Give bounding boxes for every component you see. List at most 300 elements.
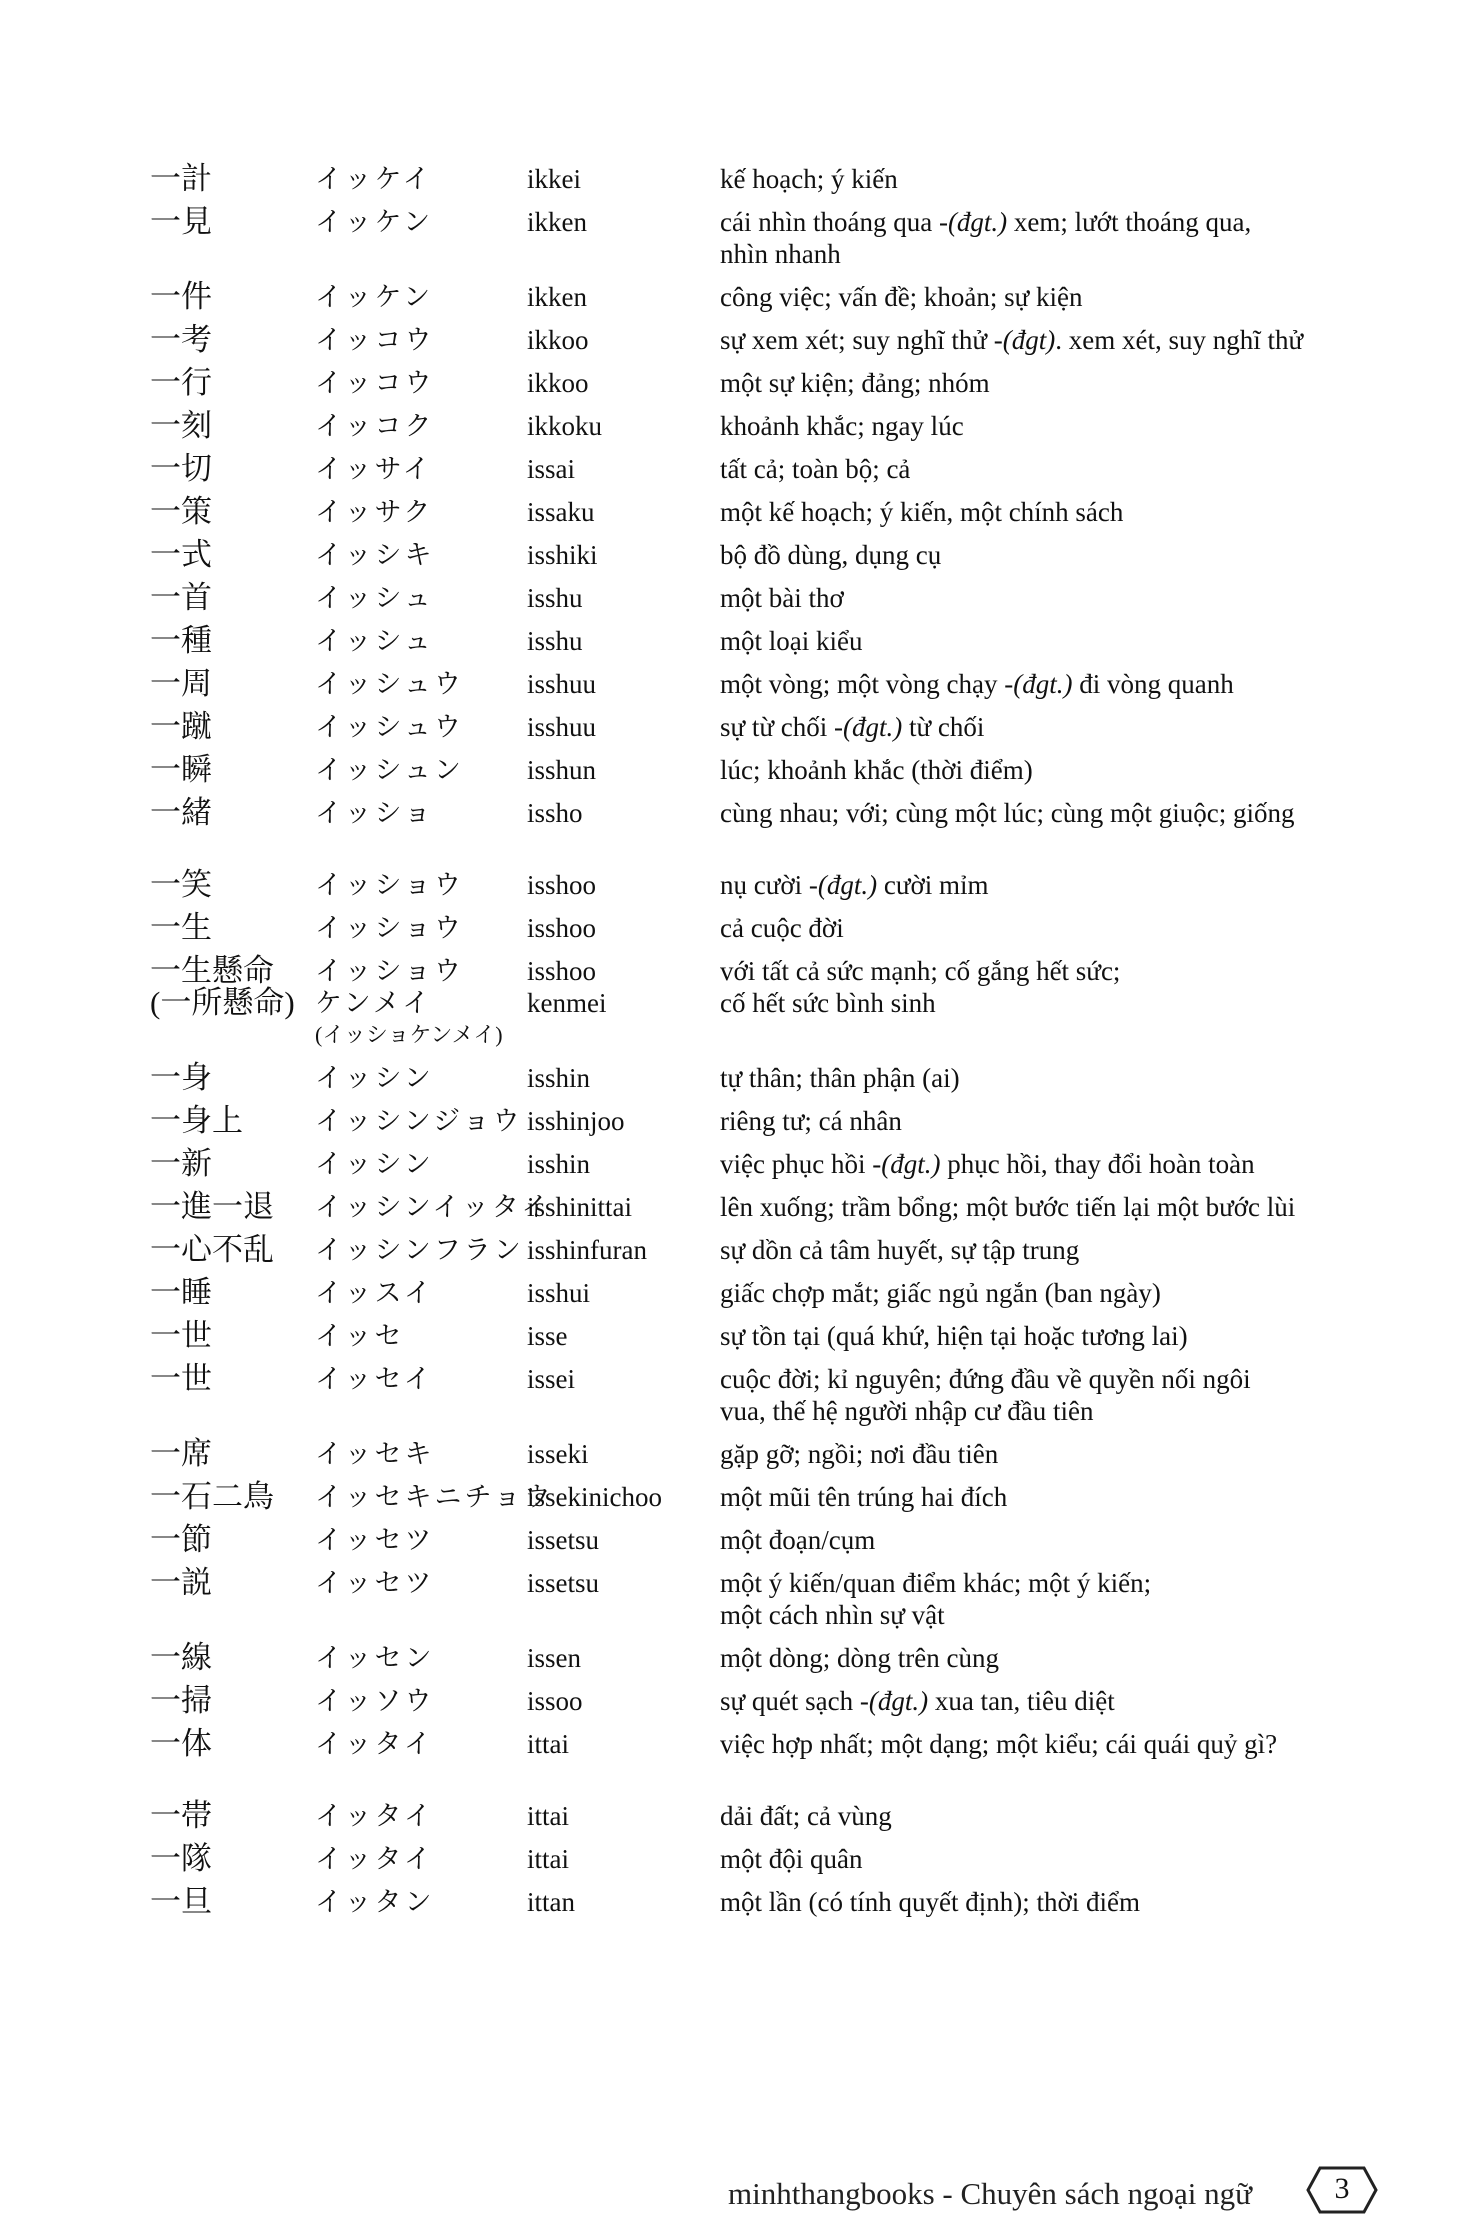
dictionary-entry xyxy=(150,1886,1410,1929)
kanji-headword-line: 一睡 xyxy=(150,1275,212,1310)
romaji-reading-line: isshinfuran xyxy=(527,1235,647,1265)
dictionary-entries xyxy=(150,163,1410,1929)
dictionary-entry xyxy=(150,711,1410,754)
romaji-reading-line: issai xyxy=(527,454,576,484)
vietnamese-meaning xyxy=(720,1685,1410,1717)
romaji-reading xyxy=(527,668,720,700)
vietnamese-meaning-line: một lần (có tính quyết định); thời điểm xyxy=(720,1887,1140,1917)
kanji-headword-line: 一緒 xyxy=(150,795,212,830)
kanji-headword xyxy=(150,1062,315,1094)
dictionary-entry xyxy=(150,1363,1410,1438)
vietnamese-meaning-line: một cách nhìn sự vật xyxy=(720,1600,945,1630)
kana-reading-line: イッシュン xyxy=(315,755,464,785)
romaji-reading xyxy=(527,539,720,571)
kana-reading xyxy=(315,1277,527,1309)
kana-reading xyxy=(315,1728,527,1760)
kanji-headword-line: 一身上 xyxy=(150,1103,243,1138)
vietnamese-meaning-line: kế hoạch; ý kiến xyxy=(720,164,898,194)
vietnamese-meaning-line: riêng tư; cá nhân xyxy=(720,1106,902,1136)
kana-reading-line: イッスイ xyxy=(315,1278,434,1308)
kanji-headword xyxy=(150,1642,315,1674)
romaji-reading xyxy=(527,324,720,356)
romaji-reading-line: ikken xyxy=(527,207,587,237)
dictionary-entry xyxy=(150,797,1410,840)
vietnamese-meaning-line: sự từ chối -(đgt.) từ chối xyxy=(720,712,985,742)
kanji-headword-line: 一式 xyxy=(150,537,212,572)
romaji-reading xyxy=(527,1886,720,1918)
vietnamese-meaning-line: nụ cười -(đgt.) cười mỉm xyxy=(720,870,989,900)
vietnamese-meaning xyxy=(720,1567,1410,1631)
vietnamese-meaning-line: dải đất; cả vùng xyxy=(720,1801,892,1831)
romaji-reading-line: ikken xyxy=(527,282,587,312)
vietnamese-meaning xyxy=(720,539,1410,571)
kanji-headword xyxy=(150,1728,315,1760)
vietnamese-meaning-line: cái nhìn thoáng qua -(đgt.) xem; lướt thoáng qua, xyxy=(720,207,1252,237)
kanji-headword-line: 一掃 xyxy=(150,1683,212,1718)
kana-reading-line: イッケン xyxy=(315,282,434,312)
vietnamese-meaning-line: một vòng; một vòng chạy -(đgt.) đi vòng quanh xyxy=(720,669,1234,699)
kana-reading-line: イッセツ xyxy=(315,1568,435,1598)
romaji-reading-line: isse xyxy=(527,1321,568,1351)
kanji-headword xyxy=(150,367,315,399)
kanji-headword xyxy=(150,955,315,1051)
romaji-reading xyxy=(527,955,720,1051)
vietnamese-meaning xyxy=(720,496,1410,528)
kana-reading-line: イッシン xyxy=(315,1063,434,1093)
vietnamese-meaning xyxy=(720,797,1410,829)
dictionary-entry xyxy=(150,367,1410,410)
romaji-reading xyxy=(527,1567,720,1631)
vietnamese-meaning xyxy=(720,1728,1410,1760)
kana-reading xyxy=(315,955,527,1051)
vietnamese-meaning xyxy=(720,163,1410,195)
romaji-reading xyxy=(527,1277,720,1309)
romaji-reading xyxy=(527,582,720,614)
romaji-reading xyxy=(527,1728,720,1760)
kana-reading-line: イッセキニチョウ xyxy=(315,1482,554,1512)
kana-reading xyxy=(315,869,527,901)
dictionary-entry xyxy=(150,668,1410,711)
vietnamese-meaning xyxy=(720,367,1410,399)
kana-reading-line: イッシュウ xyxy=(315,712,464,742)
dictionary-entry xyxy=(150,1320,1410,1363)
romaji-reading xyxy=(527,1062,720,1094)
kanji-headword-line: 一笑 xyxy=(150,867,212,902)
dictionary-entry xyxy=(150,869,1410,912)
romaji-reading xyxy=(527,1191,720,1223)
romaji-reading-line: issekinichoo xyxy=(527,1482,662,1512)
dictionary-entry xyxy=(150,754,1410,797)
romaji-reading-line: issen xyxy=(527,1643,581,1673)
kana-reading xyxy=(315,324,527,356)
kanji-headword xyxy=(150,1234,315,1266)
kanji-headword-line: 一策 xyxy=(150,494,212,529)
kanji-headword xyxy=(150,1843,315,1875)
romaji-reading-line: ikkoo xyxy=(527,325,589,355)
kana-reading-line: イッシュウ xyxy=(315,669,464,699)
kanji-headword xyxy=(150,539,315,571)
vietnamese-meaning xyxy=(720,711,1410,743)
vietnamese-meaning-line: giấc chợp mắt; giấc ngủ ngắn (ban ngày) xyxy=(720,1278,1161,1308)
vietnamese-meaning xyxy=(720,281,1410,313)
romaji-reading-line: isshuu xyxy=(527,669,597,699)
dictionary-entry xyxy=(150,1843,1410,1886)
romaji-reading xyxy=(527,367,720,399)
vietnamese-meaning-line: một ý kiến/quan điểm khác; một ý kiến; xyxy=(720,1568,1152,1598)
kana-reading-line: イッサイ xyxy=(315,454,433,484)
kana-reading xyxy=(315,1481,554,1513)
kana-reading xyxy=(315,367,527,399)
entry-group xyxy=(150,1800,1410,1929)
kanji-headword-line: 一切 xyxy=(150,451,212,486)
kanji-headword xyxy=(150,1148,315,1180)
kanji-headword xyxy=(150,668,315,700)
kana-reading-line: イッセキ xyxy=(315,1439,435,1469)
kana-reading-line: イッケン xyxy=(315,207,434,237)
vietnamese-meaning-line: sự xem xét; suy nghĩ thử -(đgt). xem xét, suy nghĩ thử xyxy=(720,325,1304,355)
romaji-reading-line: isseki xyxy=(527,1439,589,1469)
kanji-headword-line: 一行 xyxy=(150,365,212,400)
romaji-reading-line: issaku xyxy=(527,497,595,527)
romaji-reading-line: isshui xyxy=(527,1278,591,1308)
romaji-reading xyxy=(527,797,720,829)
kanji-headword-line: 一計 xyxy=(150,161,212,196)
kana-reading xyxy=(315,582,527,614)
kana-reading-line: ケンメイ xyxy=(315,988,433,1018)
kanji-headword xyxy=(150,1886,315,1918)
vietnamese-meaning-line: tự thân; thân phận (ai) xyxy=(720,1063,960,1093)
footer-publisher: minhthangbooks - Chuyên sách ngoại ngữ xyxy=(728,2176,1252,2211)
kanji-headword xyxy=(150,410,315,442)
kana-reading xyxy=(315,1843,527,1875)
romaji-reading-line: isshinittai xyxy=(527,1192,633,1222)
kanji-headword-line: 一件 xyxy=(150,279,212,314)
vietnamese-meaning xyxy=(720,1642,1410,1674)
kana-reading xyxy=(315,281,527,313)
vietnamese-meaning-line: tất cả; toàn bộ; cả xyxy=(720,454,911,484)
vietnamese-meaning-line: nhìn nhanh xyxy=(720,239,841,269)
kana-reading xyxy=(315,625,527,657)
romaji-reading xyxy=(527,1685,720,1717)
kana-reading xyxy=(315,1567,527,1631)
kanji-headword xyxy=(150,797,315,829)
dictionary-entry xyxy=(150,1105,1410,1148)
dictionary-entry xyxy=(150,1481,1410,1524)
dictionary-entry xyxy=(150,625,1410,668)
kana-reading xyxy=(315,668,527,700)
vietnamese-meaning xyxy=(720,410,1410,442)
dictionary-entry xyxy=(150,1148,1410,1191)
kanji-headword xyxy=(150,1685,315,1717)
kanji-headword-line: 一説 xyxy=(150,1565,212,1600)
romaji-reading xyxy=(527,453,720,485)
vietnamese-meaning xyxy=(720,1191,1410,1223)
romaji-reading-line: ikkoo xyxy=(527,368,589,398)
dictionary-entry xyxy=(150,1277,1410,1320)
kanji-headword-line: 一考 xyxy=(150,322,212,357)
kana-reading xyxy=(315,912,527,944)
vietnamese-meaning-line: việc phục hồi -(đgt.) phục hồi, thay đổi hoàn toàn xyxy=(720,1149,1255,1179)
entry-group xyxy=(150,163,1410,840)
kana-reading xyxy=(315,1062,527,1094)
kana-reading-line: イッシキ xyxy=(315,540,435,570)
dictionary-entry xyxy=(150,1191,1410,1234)
page-number: 3 xyxy=(1334,2172,1350,2205)
kanji-headword-line: 一瞬 xyxy=(150,752,212,787)
vietnamese-meaning xyxy=(720,955,1410,1051)
vietnamese-meaning xyxy=(720,1320,1410,1352)
kanji-headword-line: 一帯 xyxy=(150,1798,212,1833)
vietnamese-meaning xyxy=(720,1438,1410,1470)
kanji-headword-line: 一種 xyxy=(150,623,212,658)
dictionary-entry xyxy=(150,539,1410,582)
vietnamese-meaning-line: bộ đồ dùng, dụng cụ xyxy=(720,540,942,570)
kana-reading-line: イッサク xyxy=(315,497,434,527)
kanji-headword-line: 一新 xyxy=(150,1146,212,1181)
vietnamese-meaning xyxy=(720,1277,1410,1309)
kanji-headword xyxy=(150,912,315,944)
romaji-reading xyxy=(527,1363,720,1427)
kana-reading-line: イッシン xyxy=(315,1149,434,1179)
kanji-headword xyxy=(150,453,315,485)
kanji-headword-line: 一周 xyxy=(150,666,212,701)
kana-reading xyxy=(315,410,527,442)
romaji-reading-line: ikkei xyxy=(527,164,581,194)
entry-group xyxy=(150,869,1410,1771)
vietnamese-meaning-line: lúc; khoảnh khắc (thời điểm) xyxy=(720,755,1033,785)
vietnamese-meaning xyxy=(720,668,1410,700)
kanji-headword-line: 一席 xyxy=(150,1436,212,1471)
kana-reading-line: イッタイ xyxy=(315,1801,434,1831)
romaji-reading-line: issoo xyxy=(527,1686,583,1716)
kana-reading xyxy=(315,1320,527,1352)
grammar-tag: (đgt.) xyxy=(947,207,1008,237)
dictionary-entry xyxy=(150,1685,1410,1728)
romaji-reading xyxy=(527,410,720,442)
kana-reading-line: イッコク xyxy=(315,411,435,441)
kana-reading xyxy=(315,496,527,528)
kanji-headword-line: 一旦 xyxy=(150,1884,212,1919)
romaji-reading xyxy=(527,1320,720,1352)
vietnamese-meaning-line: một đoạn/cụm xyxy=(720,1525,876,1555)
kana-reading xyxy=(315,797,527,829)
kana-reading xyxy=(315,1234,527,1266)
kana-reading-line: イッソウ xyxy=(315,1686,435,1716)
kana-reading-line: イッシンフラン xyxy=(315,1235,524,1265)
vietnamese-meaning xyxy=(720,324,1410,356)
kana-reading-line: イッタイ xyxy=(315,1729,434,1759)
vietnamese-meaning xyxy=(720,1105,1410,1137)
vietnamese-meaning-line: cùng nhau; với; cùng một lúc; cùng một giuộc; giống xyxy=(720,798,1295,828)
romaji-reading-line: isshu xyxy=(527,626,583,656)
romaji-reading-line: isshoo xyxy=(527,956,597,986)
vietnamese-meaning xyxy=(720,1234,1410,1266)
romaji-reading-line: isshinjoo xyxy=(527,1106,625,1136)
kanji-headword xyxy=(150,281,315,313)
dictionary-entry xyxy=(150,496,1410,539)
kanji-headword-line: 一生懸命 xyxy=(150,953,274,988)
vietnamese-meaning xyxy=(720,912,1410,944)
vietnamese-meaning-line: một sự kiện; đảng; nhóm xyxy=(720,368,990,398)
dictionary-entry xyxy=(150,281,1410,324)
vietnamese-meaning xyxy=(720,1524,1410,1556)
vietnamese-meaning-line: lên xuống; trầm bổng; một bước tiến lại một bước lùi xyxy=(720,1192,1296,1222)
kanji-headword-line: 一心不乱 xyxy=(150,1232,274,1267)
dictionary-entry xyxy=(150,1438,1410,1481)
vietnamese-meaning-line: khoảnh khắc; ngay lúc xyxy=(720,411,964,441)
grammar-tag: (đgt.) xyxy=(817,870,878,900)
grammar-tag: (đgt.) xyxy=(843,712,903,742)
romaji-reading-line: issho xyxy=(527,798,583,828)
kana-reading-line: イッショ xyxy=(315,798,434,828)
kana-reading-line: イッショウ xyxy=(315,956,464,986)
vietnamese-meaning xyxy=(720,754,1410,786)
kanji-headword xyxy=(150,1524,315,1556)
kana-reading xyxy=(315,206,527,270)
dictionary-entry xyxy=(150,1234,1410,1277)
dictionary-entry xyxy=(150,1642,1410,1685)
vietnamese-meaning-line: sự tồn tại (quá khứ, hiện tại hoặc tương lai) xyxy=(720,1321,1188,1351)
kanji-headword xyxy=(150,1320,315,1352)
grammar-tag: (đgt.) xyxy=(881,1149,941,1179)
romaji-reading xyxy=(527,281,720,313)
vietnamese-meaning-line: cố hết sức bình sinh xyxy=(720,988,936,1018)
vietnamese-meaning xyxy=(720,869,1410,901)
vietnamese-meaning-line: việc hợp nhất; một dạng; một kiểu; cái quái quỷ gì? xyxy=(720,1729,1278,1759)
vietnamese-meaning xyxy=(720,1800,1410,1832)
romaji-reading-line: ittan xyxy=(527,1887,575,1917)
grammar-tag: (đgt.) xyxy=(1013,669,1073,699)
dictionary-entry xyxy=(150,410,1410,453)
kanji-headword-line: 一石二鳥 xyxy=(150,1479,274,1514)
vietnamese-meaning-line: một bài thơ xyxy=(720,583,844,613)
romaji-reading xyxy=(527,1800,720,1832)
romaji-reading-line: isshuu xyxy=(527,712,597,742)
vietnamese-meaning xyxy=(720,582,1410,614)
dictionary-entry xyxy=(150,582,1410,625)
kana-reading-line: イッシンジョウ xyxy=(315,1106,523,1136)
dictionary-entry xyxy=(150,1800,1410,1843)
kana-reading-line: イッシュ xyxy=(315,583,434,613)
dictionary-entry xyxy=(150,453,1410,496)
vietnamese-meaning-line: cả cuộc đời xyxy=(720,913,844,943)
vietnamese-meaning xyxy=(720,1886,1410,1918)
kana-reading xyxy=(315,1148,527,1180)
romaji-reading xyxy=(527,912,720,944)
dictionary-entry xyxy=(150,1567,1410,1642)
dictionary-entry xyxy=(150,206,1410,281)
vietnamese-meaning xyxy=(720,1843,1410,1875)
kana-reading xyxy=(315,453,527,485)
kana-reading xyxy=(315,1438,527,1470)
kana-reading-line: イッタイ xyxy=(315,1844,434,1874)
romaji-reading-line: isshiki xyxy=(527,540,598,570)
romaji-reading-line: ittai xyxy=(527,1801,569,1831)
kanji-headword-line: 一隊 xyxy=(150,1841,212,1876)
kana-reading-line: イッシュ xyxy=(315,626,434,656)
vietnamese-meaning-line: sự quét sạch -(đgt.) xua tan, tiêu diệt xyxy=(720,1686,1115,1716)
kanji-headword xyxy=(150,163,315,195)
vietnamese-meaning-line: với tất cả sức mạnh; cố gắng hết sức; xyxy=(720,956,1121,986)
kana-reading-line: イッショウ xyxy=(315,870,464,900)
kana-reading-line: イッセツ xyxy=(315,1525,435,1555)
kanji-headword xyxy=(150,625,315,657)
romaji-reading-line: ittai xyxy=(527,1729,569,1759)
kana-reading-line: イッコウ xyxy=(315,325,435,355)
grammar-tag: (đgt.) xyxy=(868,1686,929,1716)
kanji-headword xyxy=(150,1481,315,1513)
romaji-reading xyxy=(527,1234,720,1266)
romaji-reading-line: issetsu xyxy=(527,1525,600,1555)
kana-reading xyxy=(315,1800,527,1832)
kanji-headword xyxy=(150,1800,315,1832)
vietnamese-meaning-line: sự dồn cả tâm huyết, sự tập trung xyxy=(720,1235,1080,1265)
vietnamese-meaning xyxy=(720,1148,1410,1180)
romaji-reading-line: issetsu xyxy=(527,1568,600,1598)
kanji-headword-line: (一所懸命) xyxy=(150,985,295,1020)
dictionary-entry xyxy=(150,163,1410,206)
romaji-reading-line: isshoo xyxy=(527,913,597,943)
romaji-reading-line: isshin xyxy=(527,1149,591,1179)
kana-reading xyxy=(315,163,527,195)
kana-reading xyxy=(315,1685,527,1717)
kana-reading-line: イッショウ xyxy=(315,913,464,943)
kana-reading-line: イッセ xyxy=(315,1321,405,1351)
kanji-headword-line: 一進一退 xyxy=(150,1189,274,1224)
kanji-headword xyxy=(150,869,315,901)
kanji-headword-line: 一世 xyxy=(150,1318,212,1353)
dictionary-entry xyxy=(150,1524,1410,1567)
romaji-reading-line: isshu xyxy=(527,583,583,613)
romaji-reading-line: isshoo xyxy=(527,870,597,900)
romaji-reading-line: isshin xyxy=(527,1063,591,1093)
vietnamese-meaning-line: một đội quân xyxy=(720,1844,863,1874)
dictionary-entry xyxy=(150,912,1410,955)
romaji-reading xyxy=(527,1843,720,1875)
vietnamese-meaning-line: một dòng; dòng trên cùng xyxy=(720,1643,999,1673)
vietnamese-meaning xyxy=(720,1062,1410,1094)
vietnamese-meaning xyxy=(720,625,1410,657)
vietnamese-meaning-line: một loại kiểu xyxy=(720,626,863,656)
vietnamese-meaning-line: công việc; vấn đề; khoản; sự kiện xyxy=(720,282,1083,312)
kana-reading xyxy=(315,1886,527,1918)
grammar-tag: (đgt) xyxy=(1002,325,1056,355)
page-number-badge xyxy=(1306,2164,1378,2216)
vietnamese-meaning xyxy=(720,1363,1410,1427)
romaji-reading xyxy=(527,869,720,901)
kana-reading xyxy=(315,754,527,786)
kana-reading-line: イッセイ xyxy=(315,1364,434,1394)
kanji-headword-line: 一刻 xyxy=(150,408,212,443)
kanji-headword xyxy=(150,324,315,356)
romaji-reading xyxy=(527,1642,720,1674)
romaji-reading xyxy=(527,625,720,657)
kana-reading xyxy=(315,1363,527,1427)
kanji-headword-line: 一世 xyxy=(150,1361,212,1396)
romaji-reading xyxy=(527,1481,720,1513)
kana-reading-line: イッシンイッタイ xyxy=(315,1192,552,1222)
kana-reading-line: (イッショケンメイ) xyxy=(315,1022,503,1047)
kanji-headword xyxy=(150,1277,315,1309)
kanji-headword xyxy=(150,206,315,270)
kanji-headword-line: 一線 xyxy=(150,1640,212,1675)
dictionary-entry xyxy=(150,1062,1410,1105)
kana-reading-line: イッタン xyxy=(315,1887,435,1917)
kanji-headword xyxy=(150,1363,315,1427)
romaji-reading xyxy=(527,1438,720,1470)
kana-reading-line: イッケイ xyxy=(315,164,433,194)
romaji-reading xyxy=(527,754,720,786)
